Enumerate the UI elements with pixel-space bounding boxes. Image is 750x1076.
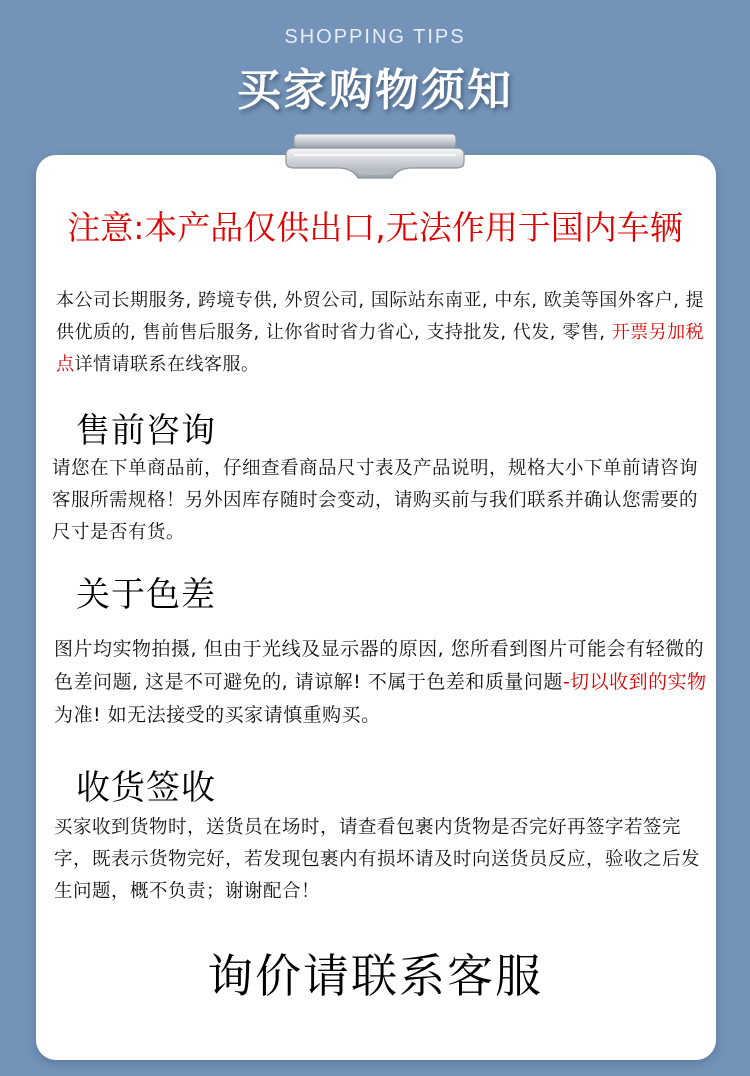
color-body — [54, 633, 710, 732]
presale-heading: 售前咨询 — [76, 411, 216, 451]
header-subtitle: SHOPPING TIPS — [284, 26, 466, 48]
contact-footer: 询价请联系客服 — [207, 949, 543, 1003]
page-header — [0, 0, 750, 140]
color-highlight: -切以收到的实物 — [562, 671, 707, 693]
presale-body: 请您在下单商品前，仔细查看商品尺寸表及产品说明，规格大小下单前请咨询客服所需规格！另外因库存随时会变动，请购买前与我们联系并确认您需要的尺寸是否有货。 — [52, 458, 699, 543]
intro-text: 本公司长期服务, 跨境专供, 外贸公司, 国际站东南亚, 中东, 欧美等国外客户, 提供优质的, 售前售后服务, 让你省时省力省心, 支持批发, 代发, 零售, — [56, 290, 705, 343]
color-text: 图片均实物拍摄, 但由于光线及显示器的原因, 您所看到图片可能会有轻微的色差问题, 这是不可避免的, 请谅解! 不属于色差和质量问题 — [54, 638, 705, 693]
color-text-end: 为准! 如无法接受的买家请慎重购买。 — [54, 704, 381, 726]
export-notice: 注意:本产品仅供出口,无法作用于国内车辆 — [67, 208, 683, 247]
receipt-body: 买家收到货物时，送货员在场时，请查看包裹内货物是否完好再签字若签完字，既表示货物完好，若发现包裹内有损坏请及时向送货员反应，验收之后发生问题，概不负责；谢谢配合！ — [54, 817, 701, 902]
invoice-tax-highlight: 开票另加税点 — [56, 322, 705, 375]
receipt-heading: 收货签收 — [76, 768, 216, 808]
header-title: 买家购物须知 — [237, 65, 513, 116]
intro-paragraph — [56, 285, 708, 381]
clipboard-clip-icon — [272, 128, 478, 188]
intro-text-end: 详情请联系在线客服。 — [74, 354, 260, 375]
color-heading: 关于色差 — [76, 575, 216, 615]
